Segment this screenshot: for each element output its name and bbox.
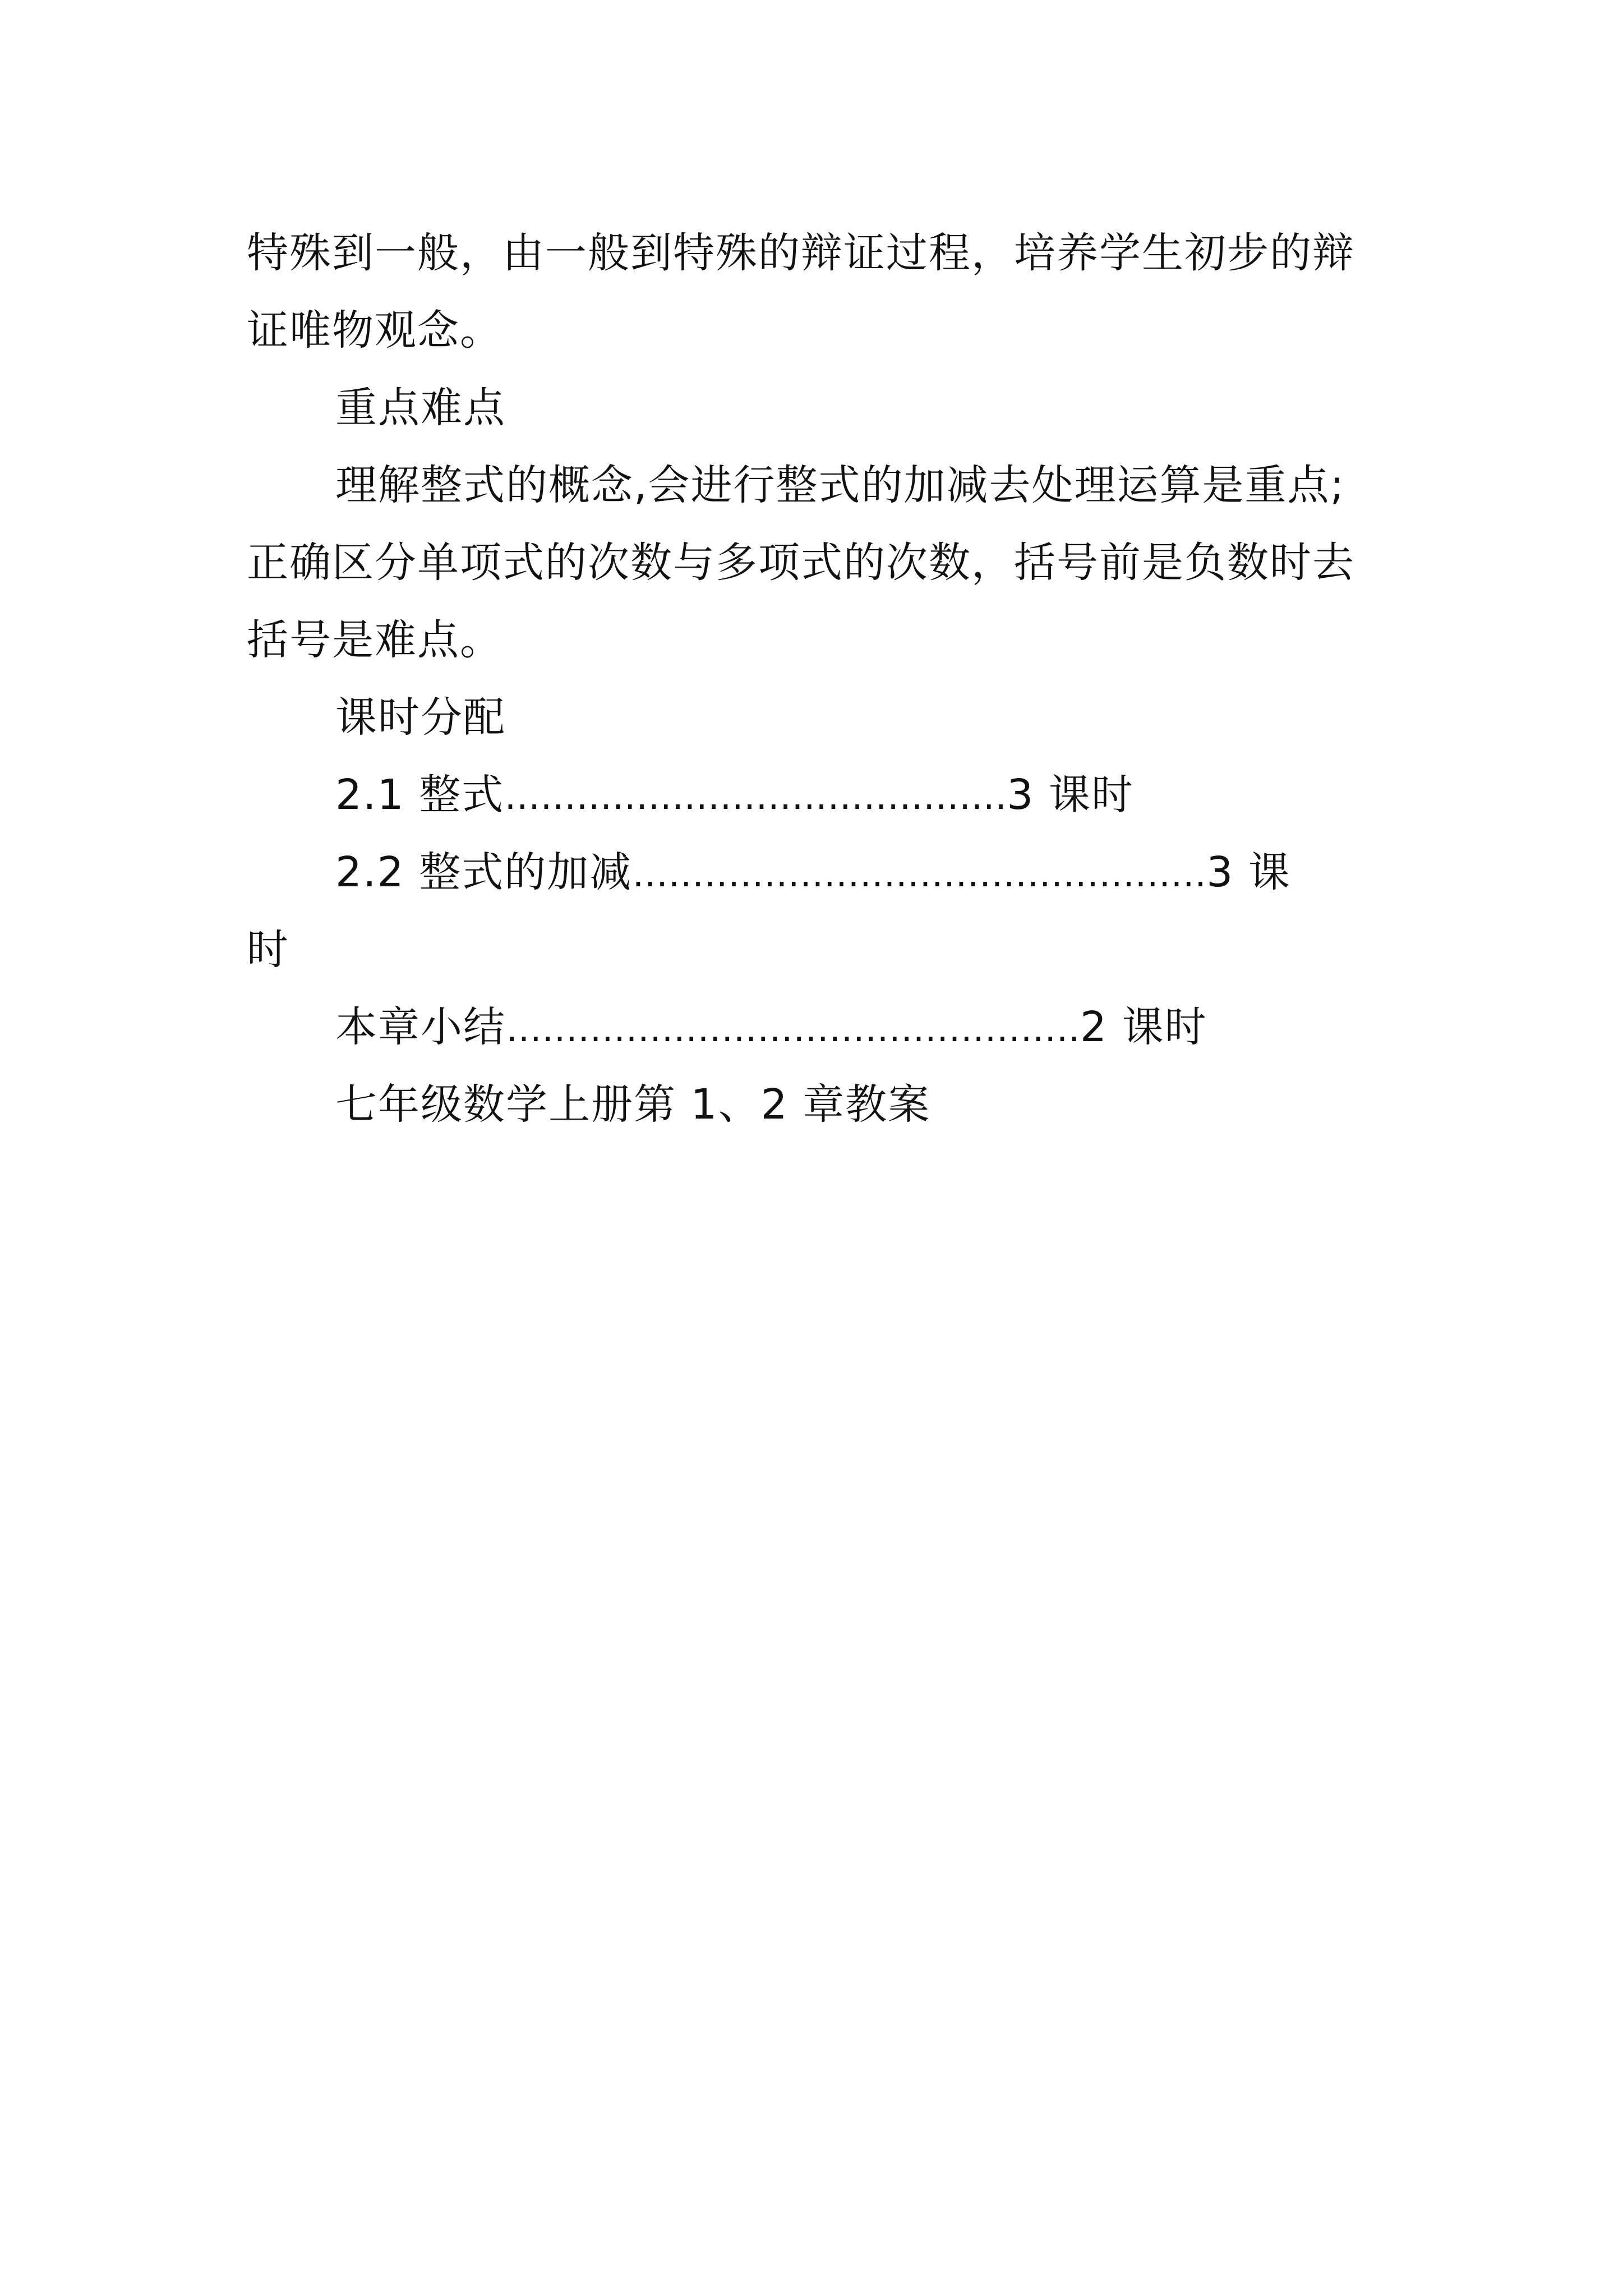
toc-page-count: 3 课 — [1206, 848, 1291, 896]
toc-title: 2.2 整式的加减 — [335, 848, 633, 896]
toc-title: 本章小结 — [335, 1003, 506, 1051]
paragraph-2-line-2 — [247, 524, 1391, 601]
paragraph-text: 特殊到一般，由一般到特殊的辩证过程，培养学生初步的辩 — [247, 229, 1355, 277]
paragraph-2-line-1 — [247, 447, 1391, 524]
toc-page-count: 2 课时 — [1080, 1003, 1207, 1051]
footer-title-text: 七年级数学上册第 1、2 章教案 — [335, 1080, 931, 1129]
page-content — [247, 214, 1391, 1143]
toc-entry-2-1 — [247, 756, 1391, 834]
heading-schedule — [247, 679, 1391, 756]
footer-title — [247, 1066, 1391, 1143]
toc-entry-2-2-wrap — [247, 911, 1391, 988]
heading-key-points — [247, 369, 1391, 447]
paragraph-1-line-1 — [247, 214, 1391, 292]
toc-leader-dots: …………………………………… — [504, 776, 1007, 818]
toc-page-count: 3 课时 — [1007, 771, 1134, 819]
toc-leader-dots: ………………………………………… — [506, 1009, 1080, 1050]
paragraph-text: 证唯物观念。 — [247, 306, 502, 355]
toc-leader-dots: ………………………………………… — [632, 854, 1207, 895]
toc-title: 2.1 整式 — [335, 771, 505, 819]
toc-entry-2-2 — [247, 834, 1391, 911]
paragraph-2-line-3 — [247, 601, 1391, 679]
paragraph-text: 理解整式的概念,会进行整式的加减去处理运算是重点; — [335, 461, 1345, 509]
paragraph-1-line-2 — [247, 292, 1391, 369]
toc-entry-summary — [247, 988, 1391, 1066]
heading-text: 重点难点 — [335, 384, 506, 432]
toc-page-count-wrap: 时 — [247, 926, 289, 974]
heading-text: 课时分配 — [335, 693, 506, 742]
paragraph-text: 正确区分单项式的次数与多项式的次数，括号前是负数时去 — [247, 539, 1355, 587]
paragraph-text: 括号是难点。 — [247, 616, 502, 664]
